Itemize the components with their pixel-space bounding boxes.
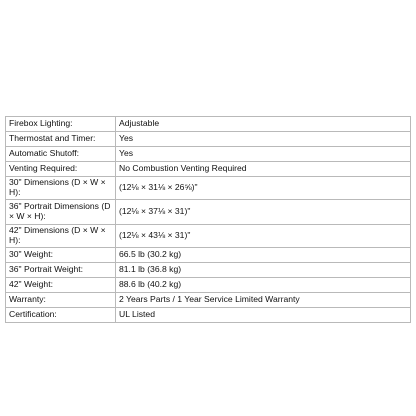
spec-value: UL Listed <box>116 307 411 322</box>
spec-label: Thermostat and Timer: <box>6 132 116 147</box>
spec-value: (12⅛ × 37⅛ × 31)" <box>116 199 411 224</box>
table-row <box>6 292 411 307</box>
spec-value: 81.1 lb (36.8 kg) <box>116 262 411 277</box>
spec-label: 42" Weight: <box>6 277 116 292</box>
spec-label: Warranty: <box>6 292 116 307</box>
table-row <box>6 132 411 147</box>
spec-value: Yes <box>116 147 411 162</box>
spec-label: 30" Dimensions (D × W × H): <box>6 177 116 200</box>
table-row <box>6 147 411 162</box>
table-row <box>6 162 411 177</box>
spec-label: Certification: <box>6 307 116 322</box>
table-row <box>6 117 411 132</box>
table-row <box>6 307 411 322</box>
spec-value: No Combustion Venting Required <box>116 162 411 177</box>
spec-value: Adjustable <box>116 117 411 132</box>
table-row <box>6 177 411 200</box>
spec-label: 42" Dimensions (D × W × H): <box>6 224 116 247</box>
spec-label: 36" Portrait Dimensions (D × W × H): <box>6 199 116 224</box>
spec-value: (12⅛ × 43⅛ × 31)" <box>116 224 411 247</box>
spec-label: 30" Weight: <box>6 247 116 262</box>
spec-label: Automatic Shutoff: <box>6 147 116 162</box>
spec-value: (12⅛ × 31⅛ × 26⅝)" <box>116 177 411 200</box>
table-row <box>6 277 411 292</box>
specifications-table <box>5 116 411 323</box>
table-row <box>6 199 411 224</box>
spec-value: 66.5 lb (30.2 kg) <box>116 247 411 262</box>
table-row <box>6 224 411 247</box>
spec-value: Yes <box>116 132 411 147</box>
spec-label: Firebox Lighting: <box>6 117 116 132</box>
spec-label: 36" Portrait Weight: <box>6 262 116 277</box>
spec-value: 88.6 lb (40.2 kg) <box>116 277 411 292</box>
table-row <box>6 262 411 277</box>
spec-label: Venting Required: <box>6 162 116 177</box>
spec-value: 2 Years Parts / 1 Year Service Limited Warranty <box>116 292 411 307</box>
table-row <box>6 247 411 262</box>
